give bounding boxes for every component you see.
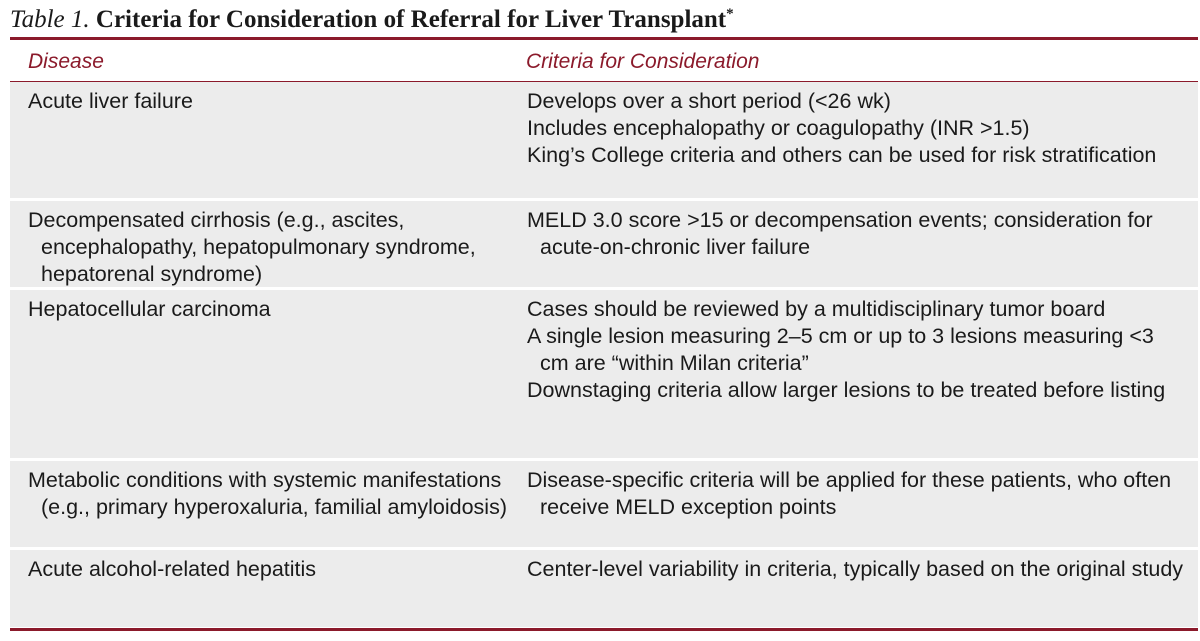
column-header-disease: Disease <box>28 50 104 73</box>
criteria-item: Downstaging criteria allow larger lesions to be treated before listing <box>527 378 1166 402</box>
table-row <box>10 550 1198 627</box>
table-title: Criteria for Consideration of Referral for Liver Transplant <box>95 6 727 33</box>
top-rule <box>10 37 1198 40</box>
table-row <box>10 201 1198 287</box>
criteria-cell <box>526 88 1186 169</box>
disease-cell: Acute alcohol-related hepatitis <box>28 557 317 581</box>
criteria-item: Develops over a short period (<26 wk) <box>527 89 891 113</box>
criteria-item: MELD 3.0 score >15 or decompensation events; consideration for acute-on-chronic liver failure <box>527 208 1153 259</box>
criteria-cell <box>526 556 1186 583</box>
disease-cell: Decompensated cirrhosis (e.g., ascites, encephalopathy, hepatopulmonary syndrome, hepatorenal syndrome) <box>28 208 476 286</box>
table-body <box>10 82 1198 627</box>
table-header <box>10 48 1198 78</box>
table-label: Table 1. <box>10 6 90 33</box>
bottom-rule <box>10 628 1198 631</box>
criteria-cell <box>526 207 1186 261</box>
disease-cell: Acute liver failure <box>28 89 193 113</box>
criteria-item: Includes encephalopathy or coagulopathy (INR >1.5) <box>527 116 1030 140</box>
table-row <box>10 82 1198 198</box>
table-row <box>10 290 1198 458</box>
table-caption <box>10 6 734 34</box>
criteria-cell <box>526 467 1186 521</box>
criteria-cell <box>526 296 1186 404</box>
criteria-item: Center-level variability in criteria, typically based on the original study <box>527 557 1184 581</box>
criteria-item: King’s College criteria and others can be used for risk stratification <box>527 143 1157 167</box>
column-header-criteria: Criteria for Consideration <box>526 50 760 73</box>
disease-cell: Hepatocellular carcinoma <box>28 297 271 321</box>
criteria-item: A single lesion measuring 2–5 cm or up to 3 lesions measuring <3 cm are “within Milan criteria” <box>527 324 1154 375</box>
table-row <box>10 461 1198 547</box>
criteria-item: Cases should be reviewed by a multidisciplinary tumor board <box>527 297 1106 321</box>
footnote-marker: * <box>726 6 734 22</box>
criteria-item: Disease-specific criteria will be applied for these patients, who often receive MELD exception points <box>527 468 1172 519</box>
disease-cell: Metabolic conditions with systemic manifestations (e.g., primary hyperoxaluria, familial amyloidosis) <box>28 468 507 519</box>
